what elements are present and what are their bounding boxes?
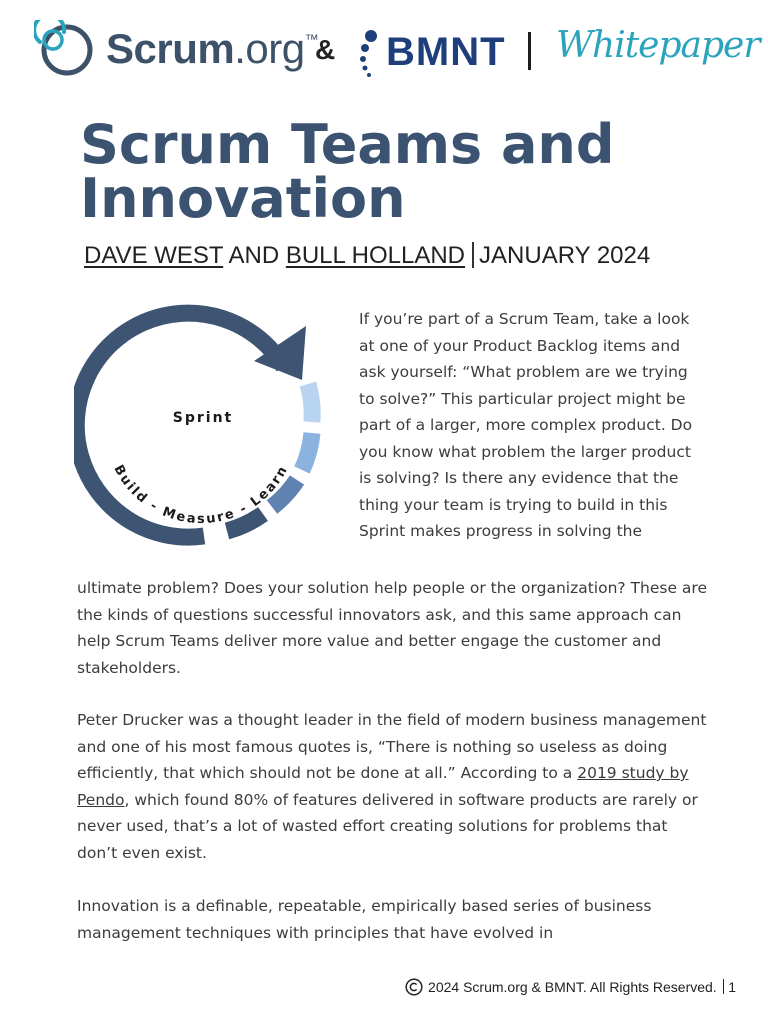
copyright-text: 2024 Scrum.org & BMNT. All Rights Reserved.: [428, 979, 717, 995]
author-link-bull-holland[interactable]: BULL HOLLAND: [285, 242, 466, 269]
document-type-label: Whitepaper: [556, 25, 760, 66]
brand-ampersand: &: [315, 34, 336, 65]
intro-paragraph-part-1: If you’re part of a Scrum Team, take a look at one of your Product Backlog items and ask yourself: “What problem are we trying to solve?” This particular project might be part of a larger, more complex product. Do you know what problem the larger product is solving? Is there any evidence that the thing your team is trying to build in this Sprint makes progress in solving the: [359, 310, 693, 540]
page-title: Scrum Teams and Innovation: [80, 113, 615, 230]
byline-connector: AND: [228, 242, 280, 269]
scrum-org-wordmark: Scrum.org™: [106, 25, 319, 72]
drucker-paragraph: Peter Drucker was a thought leader in the field of modern business management and one of his most famous quotes is, “There is nothing so useless as doing efficiently, that which should not be done at all.” According to a 2019 study by Pendo, which found 80% of features delivered in software products are rarely or never used, that’s a lot of wasted effort creating solutions for problems that don’t even exist.: [77, 711, 707, 862]
copyright-icon: [405, 978, 423, 996]
author-link-dave-west[interactable]: DAVE WEST: [84, 242, 224, 269]
intro-paragraph-part-2: ultimate problem? Does your solution help people or the organization? These are the kinds of questions successful innovators ask, and this same approach can help Scrum Teams deliver more value and better engage the customer and stakeholders.: [77, 579, 707, 677]
build-measure-learn-label: Build - Measure - Learn: [110, 462, 292, 528]
innovation-paragraph: Innovation is a definable, repeatable, empirically based series of business management techniques with principles that have evolved in: [77, 897, 652, 942]
byline-divider: [472, 242, 474, 268]
publication-date: JANUARY 2024: [479, 242, 651, 269]
pendo-study-link[interactable]: 2019 study by Pendo: [77, 764, 689, 809]
sprint-cycle-graphic: [74, 300, 344, 550]
header-divider: [528, 32, 531, 70]
scrum-org-logo-icon: [34, 20, 94, 76]
page-number: 1: [728, 979, 736, 995]
bmnt-wordmark: BMNT: [386, 30, 506, 74]
cycle-segment-lightest: [308, 384, 312, 422]
byline: [84, 242, 650, 268]
cycle-segment-light: [302, 433, 312, 470]
page-footer: [405, 977, 736, 997]
page-header: [0, 0, 768, 90]
bmnt-dots-icon: [357, 30, 377, 78]
footer-divider: [723, 979, 725, 994]
sprint-label: Sprint: [172, 410, 234, 426]
